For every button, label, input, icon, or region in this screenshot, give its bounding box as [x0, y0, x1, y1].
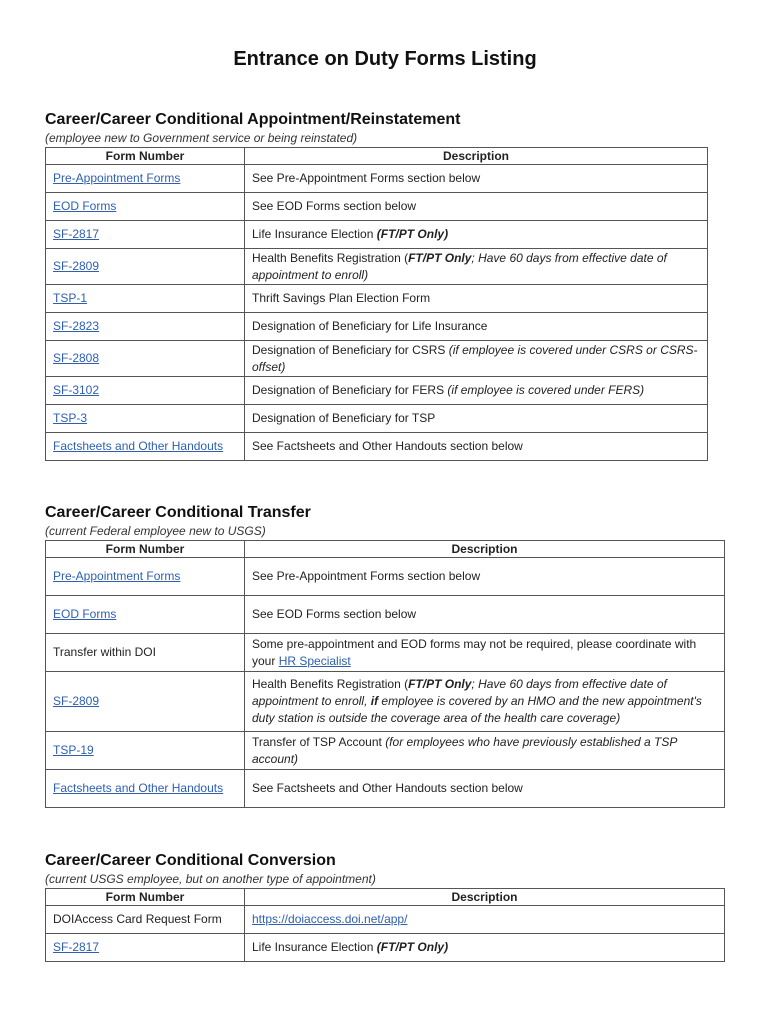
column-header-description: Description	[245, 148, 708, 165]
description-cell	[245, 732, 725, 770]
table-row	[46, 906, 725, 934]
description-text: Life Insurance Election	[252, 940, 377, 954]
table-row	[46, 558, 725, 596]
description-text: See EOD Forms section below	[252, 607, 417, 621]
forms-table	[45, 888, 725, 962]
table-row	[46, 377, 708, 405]
description-note: ; Have 60 days from effective date of appointment to enroll,	[252, 677, 667, 708]
description-note: (if employee is covered under FERS)	[447, 383, 645, 397]
section-conversion	[45, 851, 725, 962]
form-cell	[46, 906, 245, 934]
form-link[interactable]: Pre-Appointment Forms	[53, 171, 181, 185]
form-cell	[46, 405, 245, 433]
form-link[interactable]: TSP-3	[53, 411, 88, 425]
description-cell	[245, 934, 725, 962]
form-cell	[46, 558, 245, 596]
description-cell	[245, 193, 708, 221]
form-cell	[46, 732, 245, 770]
description-text: Designation of Beneficiary for Life Insurance	[252, 319, 488, 333]
description-text: Thrift Savings Plan Election Form	[252, 291, 431, 305]
form-label: Transfer within DOI	[53, 645, 156, 659]
form-link[interactable]: Factsheets and Other Handouts	[53, 439, 224, 453]
form-cell	[46, 249, 245, 285]
section-transfer	[45, 503, 725, 808]
section-heading: Career/Career Conditional Conversion	[45, 852, 336, 869]
forms-table	[45, 147, 708, 461]
column-header-form: Form Number	[46, 541, 245, 558]
form-cell	[46, 634, 245, 672]
form-link[interactable]: SF-2817	[53, 227, 100, 241]
description-note: (if employee is covered under CSRS or CSRS-offset)	[252, 342, 698, 374]
section-appointment	[45, 110, 708, 461]
doiaccess-link[interactable]: https://doiaccess.doi.net/app/	[252, 912, 408, 926]
table-row	[46, 341, 708, 377]
form-cell	[46, 596, 245, 634]
table-row	[46, 313, 708, 341]
table-row	[46, 193, 708, 221]
description-cell	[245, 433, 708, 461]
description-cell	[245, 770, 725, 808]
description-cell	[245, 596, 725, 634]
description-text: See Factsheets and Other Handouts section below	[252, 439, 523, 453]
table-row	[46, 405, 708, 433]
description-cell	[245, 405, 708, 433]
form-cell	[46, 221, 245, 249]
form-link[interactable]: SF-3102	[53, 383, 100, 397]
description-cell	[245, 672, 725, 732]
description-emphasis: (FT/PT Only)	[376, 227, 449, 241]
form-link[interactable]: SF-2809	[53, 694, 100, 708]
table-row	[46, 249, 708, 285]
column-header-form: Form Number	[46, 889, 245, 906]
description-cell	[245, 377, 708, 405]
description-text: See EOD Forms section below	[252, 199, 417, 213]
table-header-row	[46, 148, 708, 165]
description-note: (for employees who have previously established a TSP account)	[252, 734, 677, 766]
form-link[interactable]: SF-2817	[53, 940, 100, 954]
form-cell	[46, 165, 245, 193]
form-link[interactable]: TSP-19	[53, 743, 94, 757]
section-subheading: (current USGS employee, but on another type of appointment)	[45, 872, 376, 886]
section-heading: Career/Career Conditional Appointment/Reinstatement	[45, 111, 461, 128]
description-text: Health Benefits Registration (	[252, 250, 409, 265]
column-header-form: Form Number	[46, 148, 245, 165]
description-text: Designation of Beneficiary for TSP	[252, 411, 436, 425]
form-label: DOIAccess Card Request Form	[53, 912, 222, 926]
table-row	[46, 732, 725, 770]
forms-table	[45, 540, 725, 808]
description-cell	[245, 341, 708, 377]
form-cell	[46, 313, 245, 341]
form-link[interactable]: SF-2823	[53, 319, 100, 333]
form-cell	[46, 770, 245, 808]
section-subheading: (employee new to Government service or being reinstated)	[45, 131, 358, 145]
table-row	[46, 634, 725, 672]
description-text: Transfer of TSP Account	[252, 734, 386, 749]
form-cell	[46, 672, 245, 732]
description-cell	[245, 165, 708, 193]
description-note: ; Have 60 days from effective date of appointment to enroll)	[252, 250, 667, 282]
section-subheading: (current Federal employee new to USGS)	[45, 524, 266, 538]
description-cell	[245, 906, 725, 934]
description-text: Some pre-appointment and EOD forms may not be required, please coordinate with your	[252, 636, 697, 668]
table-row	[46, 672, 725, 732]
description-note: employee is covered by an HMO and the new appointment's duty station is outside the coverage area of the health care coverage)	[252, 694, 702, 725]
description-text: Life Insurance Election	[252, 227, 377, 241]
column-header-description: Description	[245, 889, 725, 906]
table-header-row	[46, 541, 725, 558]
table-row	[46, 596, 725, 634]
form-link[interactable]: EOD Forms	[53, 199, 117, 213]
table-row	[46, 934, 725, 962]
form-link[interactable]: Pre-Appointment Forms	[53, 569, 181, 583]
form-link[interactable]: EOD Forms	[53, 607, 117, 621]
form-link[interactable]: SF-2808	[53, 351, 100, 365]
form-link[interactable]: SF-2809	[53, 259, 100, 273]
form-link[interactable]: TSP-1	[53, 291, 88, 305]
description-text: Designation of Beneficiary for CSRS	[252, 342, 449, 357]
form-cell	[46, 285, 245, 313]
description-text: Health Benefits Registration (	[252, 677, 409, 691]
description-emphasis: if	[370, 694, 379, 708]
table-row	[46, 770, 725, 808]
table-row	[46, 285, 708, 313]
form-cell	[46, 341, 245, 377]
description-cell	[245, 634, 725, 672]
column-header-description: Description	[245, 541, 725, 558]
description-cell	[245, 285, 708, 313]
page-title: Entrance on Duty Forms Listing	[233, 48, 537, 70]
description-cell	[245, 558, 725, 596]
description-emphasis: FT/PT Only	[408, 677, 472, 691]
table-row	[46, 433, 708, 461]
description-emphasis: FT/PT Only	[408, 250, 472, 265]
form-cell	[46, 377, 245, 405]
form-cell	[46, 934, 245, 962]
description-cell	[245, 249, 708, 285]
form-link[interactable]: Factsheets and Other Handouts	[53, 781, 224, 795]
description-text: See Factsheets and Other Handouts section below	[252, 781, 523, 795]
hr-specialist-link[interactable]: HR Specialist	[278, 653, 351, 668]
table-header-row	[46, 889, 725, 906]
description-cell	[245, 221, 708, 249]
description-emphasis: (FT/PT Only)	[376, 940, 449, 954]
description-text: Designation of Beneficiary for FERS	[252, 383, 448, 397]
table-row	[46, 221, 708, 249]
description-text: See Pre-Appointment Forms section below	[252, 569, 481, 583]
section-heading: Career/Career Conditional Transfer	[45, 504, 311, 521]
form-cell	[46, 193, 245, 221]
description-cell	[245, 313, 708, 341]
table-row	[46, 165, 708, 193]
description-text: See Pre-Appointment Forms section below	[252, 171, 481, 185]
form-cell	[46, 433, 245, 461]
